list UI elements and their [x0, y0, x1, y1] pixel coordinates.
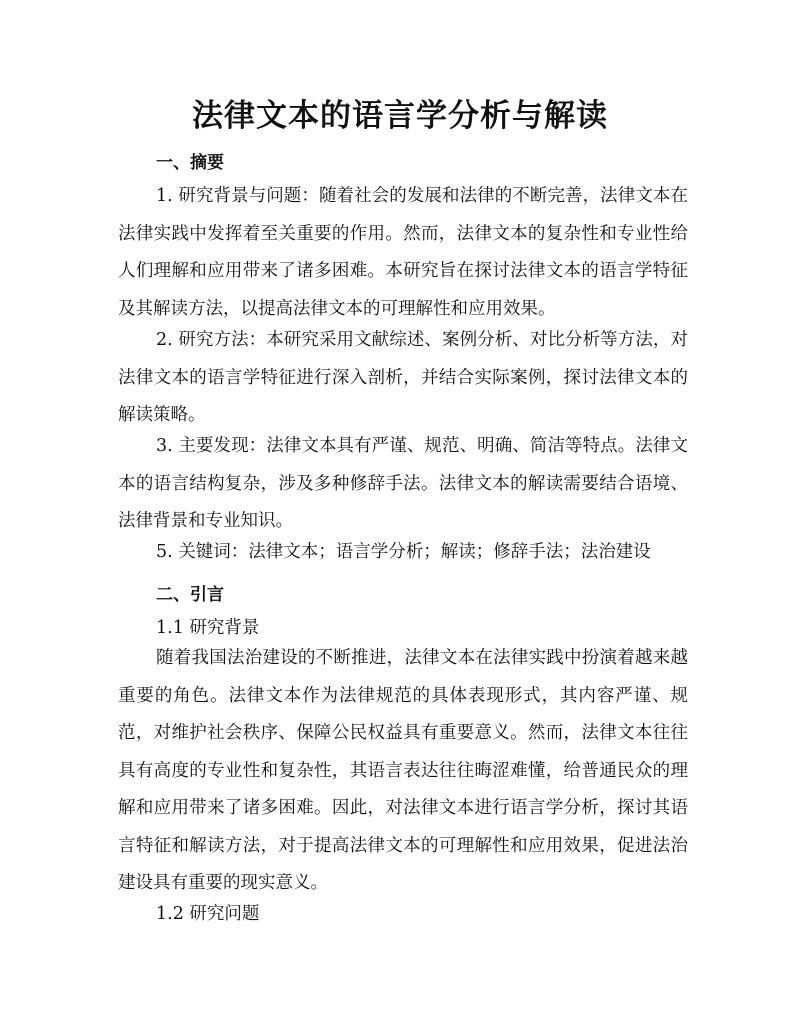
abstract-item-2-text: 2. 研究方法：本研究采用文献综述、案例分析、对比分析等方法，对法律文本的语言学特征进行深入剖析，并结合实际案例，探讨法律文本的解读策略。 [118, 330, 688, 425]
section-1-2-heading: 1.2 研究问题 [156, 904, 260, 924]
abstract-item-keywords [118, 534, 688, 572]
page-title: 法律文本的语言学分析与解读 [192, 98, 608, 134]
abstract-item-3-text: 3. 主要发现：法律文本具有严谨、规范、明确、简洁等特点。法律文本的语言结构复杂，涉及多种修辞手法。法律文本的解读需要结合语境、法律背景和专业知识。 [118, 436, 688, 531]
abstract-item-3 [118, 428, 688, 541]
section-1-1-text: 随着我国法治建设的不断推进，法律文本在法律实践中扮演着越来越重要的角色。法律文本作为法律规范的具体表现形式，其内容严谨、规范，对维护社会秩序、保障公民权益具有重要意义。然而，法律文本往往具有高度的专业性和复杂性，其语言表达往往晦涩难懂，给普通民众的理解和应用带来了诸多困难。因此，对法律文本进行语言学分析，探讨其语言特征和解读方法，对于提高法律文本的可理解性和应用效果，促进法治建设具有重要的现实意义。 [118, 648, 688, 893]
abstract-item-1-text: 1. 研究背景与问题：随着社会的发展和法律的不断完善，法律文本在法律实践中发挥着至关重要的作用。然而，法律文本的复杂性和专业性给人们理解和应用带来了诸多困难。本研究旨在探讨法律文本的语言学特征及其解读方法，以提高法律文本的可理解性和应用效果。 [118, 186, 688, 319]
keywords-text: 5. 关键词：法律文本；语言学分析；解读；修辞手法；法治建设 [156, 542, 651, 562]
abstract-item-2 [118, 322, 688, 435]
section-1-1-heading: 1.1 研究背景 [156, 618, 260, 638]
intro-heading: 二、引言 [156, 585, 224, 605]
section-1-1-body [118, 640, 688, 903]
abstract-heading: 一、摘要 [156, 153, 224, 173]
abstract-item-1 [118, 178, 688, 328]
